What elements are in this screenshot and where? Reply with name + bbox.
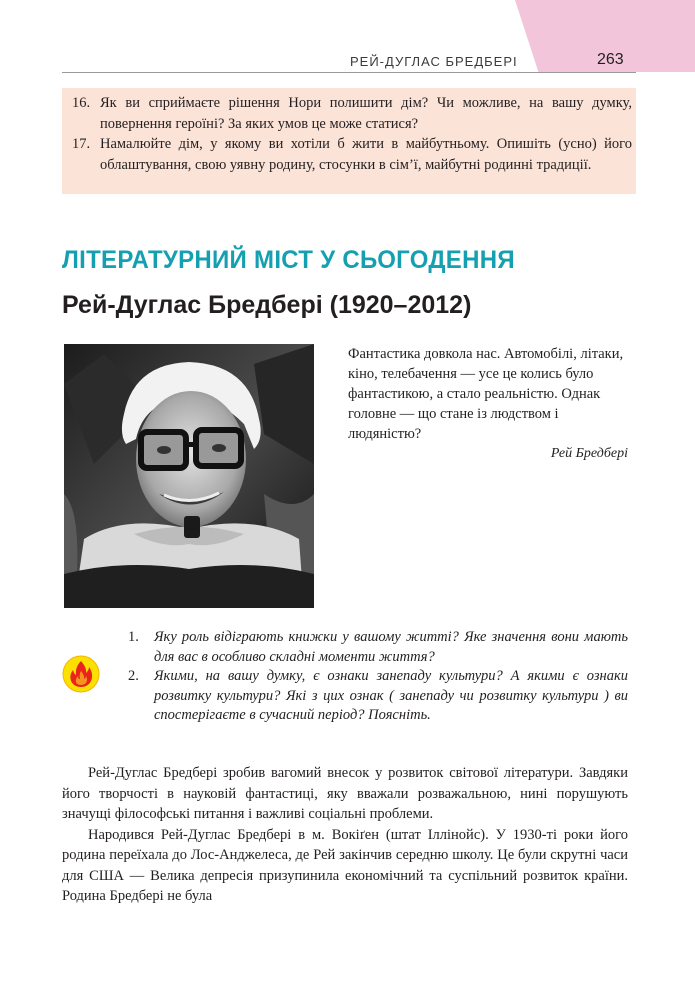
fire-icon — [62, 655, 100, 693]
page-header — [0, 50, 695, 80]
body-text — [62, 763, 628, 907]
task-item — [128, 667, 628, 726]
section-title: ЛІТЕРАТУРНИЙ МІСТ У СЬОГОДЕННЯ — [62, 246, 515, 274]
question-item — [72, 134, 632, 175]
epigraph-author: Рей Бредбері — [550, 446, 628, 461]
question-item — [72, 93, 632, 134]
task-number: 2. — [128, 668, 139, 684]
epigraph — [348, 344, 628, 464]
author-portrait-image — [64, 344, 314, 608]
question-text: Намалюйте дім, у якому ви хотіли б жити в майбутньому. Опишіть (усно) його облаштування, свою уявну родину, стосунки в сім’ї, майбутні родинні традиції. — [100, 136, 632, 173]
author-title: Рей-Дуглас Бредбері (1920–2012) — [62, 291, 472, 319]
task-text: Яку роль відіграють книжки у вашому житті? Яке значення вони мають для вас в особливо складні моменти життя? — [154, 629, 628, 665]
page-number: 263 — [597, 51, 624, 68]
epigraph-text: Фантастика довкола нас. Автомобілі, літаки, кіно, телебачення — усе це колись було фантастикою, а стало реальністю. Однак головне — що стане із людством і людяністю? — [348, 346, 624, 442]
header-rule — [62, 72, 636, 73]
body-paragraph: Народився Рей-Дуглас Бредбері в м. Вокіґен (штат Іллінойс). У 1930-ті роки його родина переїхала до Лос-Анджелеса, де Рей закінчив середню школу. Це були скрутні часи для США — Велика депресія призупинила економічний та суспільний розвиток країни. Родина Бредбері не була — [62, 826, 628, 904]
task-number: 1. — [128, 629, 139, 645]
task-text: Якими, на вашу думку, є ознаки занепаду культури? А якими є ознаки розвитку культури? Які з цих ознак ( занепаду чи розвитку культури ) ви спостерігаєте в сучасний період? Поясніть. — [154, 668, 628, 723]
questions-box — [62, 88, 636, 194]
question-number: 17. — [72, 136, 91, 152]
running-title: РЕЙ-ДУГЛАС БРЕДБЕРІ — [350, 54, 518, 69]
task-item — [128, 628, 628, 667]
question-number: 16. — [72, 95, 91, 111]
question-text: Як ви сприймаєте рішення Нори полишити дім? Чи можливе, на вашу думку, повернення героїні? За яких умов це може статися? — [100, 95, 632, 132]
author-photo — [64, 344, 314, 608]
body-paragraph: Рей-Дуглас Бредбері зробив вагомий внесок у розвиток світової літератури. Завдяки його творчості в науковій фантастиці, яку вважали розважальною, нині порушують значущі філософські питання і важливі соціальні проблеми. — [62, 765, 628, 822]
tasks-list — [128, 628, 628, 726]
